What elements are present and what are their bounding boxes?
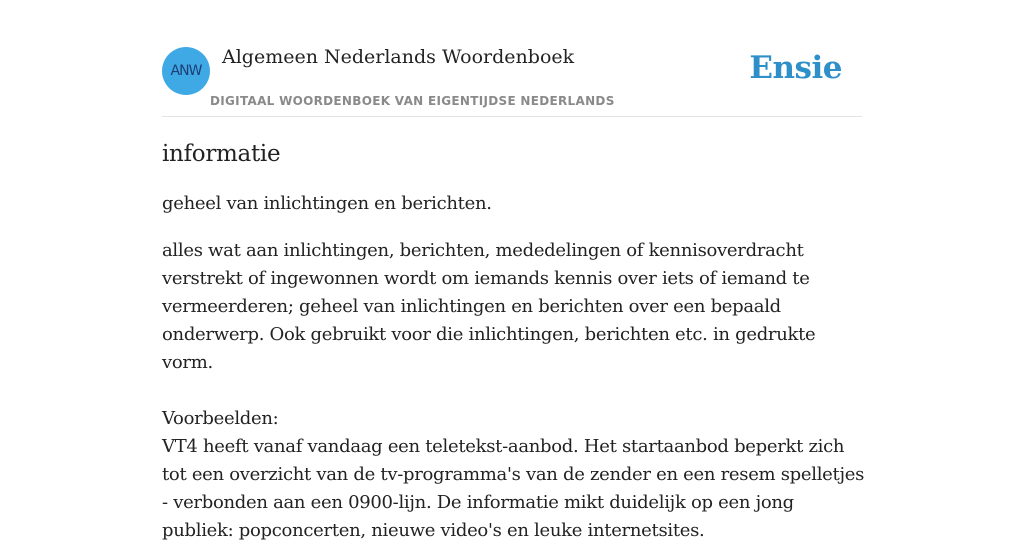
example-text: VT4 heeft vanaf vandaag een teletekst-aanbod. Het startaanbod beperkt zich tot een overzicht van de tv-programma's van de zender en een resem spelletjes - verbonden aan een 0900-lijn. De informatie mikt duidelijk op een jong publiek: popconcerten, nieuwe video's en leuke internetsites. bbox=[162, 436, 865, 541]
entry-word-title: informatie bbox=[162, 141, 281, 167]
anw-logo-icon[interactable] bbox=[162, 47, 210, 95]
brand-logo-link[interactable]: Ensie bbox=[749, 50, 842, 86]
logo-text: ANW bbox=[170, 63, 202, 79]
header bbox=[162, 0, 862, 117]
examples-label: Voorbeelden: bbox=[162, 408, 279, 429]
entry-content bbox=[162, 138, 866, 545]
long-definition: alles wat aan inlichtingen, berichten, mededelingen of kennisoverdracht verstrekt of ingewonnen wordt om iemands kennis over iets of iemand te vermeerderen; geheel van inlichtingen en berichten over een bepaald onderwerp. Ook gebruikt voor die inlichtingen, berichten etc. in gedrukte vorm. bbox=[162, 240, 816, 373]
short-definition: geheel van inlichtingen en berichten. bbox=[162, 193, 492, 214]
dictionary-subtitle: DIGITAAL WOORDENBOEK VAN EIGENTIJDSE NEDERLANDS bbox=[210, 94, 615, 108]
dictionary-name[interactable]: Algemeen Nederlands Woordenboek bbox=[222, 46, 575, 68]
